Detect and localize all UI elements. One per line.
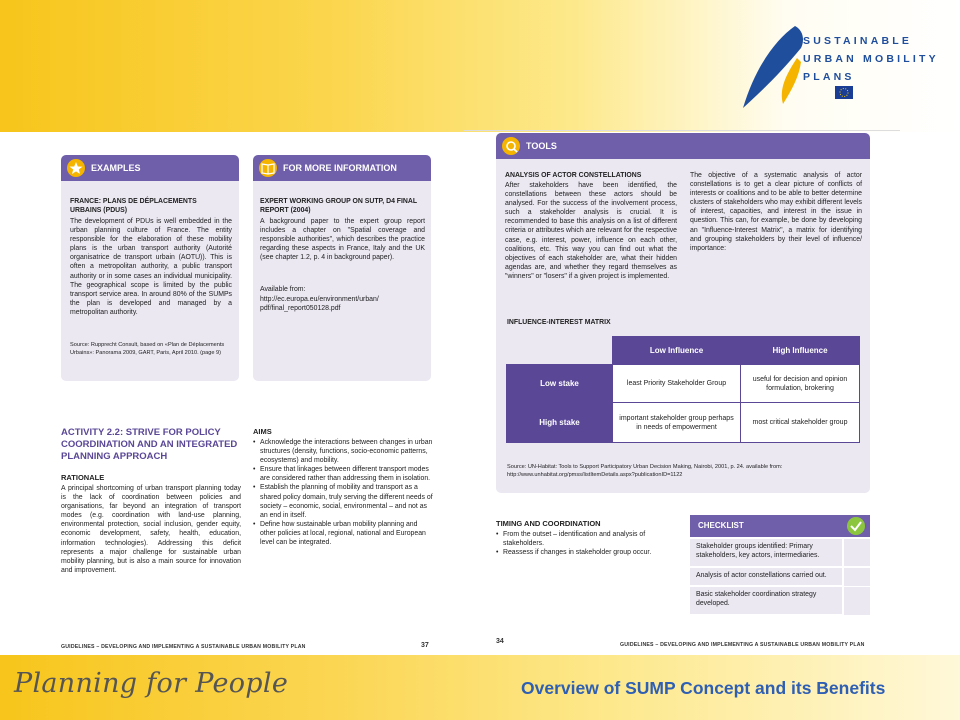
wrench-icon (502, 137, 520, 155)
star-icon (67, 159, 85, 177)
examples-box (61, 155, 239, 381)
matrix-cell: important stakeholder group perhaps in needs of empowerment (613, 403, 741, 443)
tools-box (496, 133, 870, 493)
eu-flag-icon (835, 86, 853, 99)
examples-header: EXAMPLES (61, 155, 239, 181)
left-footer: GUIDELINES – DEVELOPING AND IMPLEMENTING A SUSTAINABLE URBAN MOBILITY PLAN (61, 644, 306, 650)
sump-logo (735, 18, 950, 118)
timing-heading: TIMING AND COORDINATION (496, 519, 601, 528)
logo-line-3: PLANS (803, 71, 855, 83)
book-icon (259, 159, 277, 177)
more-info-header: FOR MORE INFORMATION (253, 155, 431, 181)
matrix-col-header: Low Influence (613, 337, 741, 365)
info-heading: EXPERT WORKING GROUP ON SUTP, D4 FINAL REPORT (2004) (260, 198, 417, 215)
examples-heading: FRANCE: PLANS DE DÉPLACEMENTS URBAINS (PDUS) (70, 198, 197, 215)
checklist-item: Basic stakeholder coordination strategy developed. (690, 587, 842, 615)
logo-line-2: URBAN MOBILITY (803, 53, 939, 65)
timing-item: • From the outset – identification and analysis of stakeholders. (496, 530, 678, 548)
matrix-row-header: High stake (507, 403, 613, 443)
matrix-cell: most critical stakeholder group (741, 403, 860, 443)
aims-list (253, 438, 433, 547)
tools-heading: ANALYSIS OF ACTOR CONSTELLATIONS (505, 172, 642, 179)
left-page-number: 37 (421, 642, 429, 649)
rationale-heading: RATIONALE (61, 473, 105, 482)
info-url[interactable]: http://ec.europa.eu/environment/urban/pdf/final_report050128.pdf (260, 296, 379, 313)
logo-line-1: SUSTAINABLE (803, 35, 913, 47)
info-available: Available from: (260, 286, 306, 293)
checklist-item: Analysis of actor constellations carried out. (690, 568, 842, 586)
rationale-body: A principal shortcoming of urban transport planning today is the lack of coordination between policies and organisations, far beyond an integration of transport modes (e.g. coordination with land-use planning, environmental protection, social inclusion, gender equity, economic development, safety, health, education, information technologies). Addressing this deficit represents a major challenge for sustainable urban mobility planning, but is also a main source for innovation and improvement. (61, 485, 241, 574)
matrix-corner (507, 337, 613, 365)
checkbox[interactable] (843, 539, 870, 566)
checklist-header: CHECKLIST (690, 515, 870, 537)
aims-heading: AIMS (253, 427, 272, 436)
examples-body: The development of PDUs is well embedded in the urban planning culture of France. The entity responsible for the elaboration of these mobility plans is the urban transport authority (Autorité organisatrice de transport urbain (AOTU)). This is often a metropolitan authority, a public transport authority or in some cases an individual municipality. The geographical scope is limited by the public transport service area. In around 80% of the SUMPs the plan is developed and managed by a metropolitan authority. (70, 218, 232, 316)
activity-title: ACTIVITY 2.2: STRIVE FOR POLICY COORDINATION AND AN INTEGRATED PLANNING APPROACH (61, 427, 238, 462)
aims-item: • Establish the planning of mobility and transport as a shared policy domain, truly serving the different needs of society – economic, social, environmental – and not as an end in itself. (253, 483, 433, 519)
right-footer: GUIDELINES – DEVELOPING AND IMPLEMENTING A SUSTAINABLE URBAN MOBILITY PLAN (620, 642, 865, 648)
slide-title: Overview of SUMP Concept and its Benefits (521, 678, 886, 698)
aims-item: • Define how sustainable urban mobility planning and other policies at local, regional, national and European level can be integrated. (253, 520, 433, 547)
examples-source: Source: Rupprecht Consult, based on «Plan de Déplacements Urbains»: Panorama 2009, GART, Paris, April 2010. (page 9) (70, 342, 225, 356)
matrix-source: Source: UN-Habitat: Tools to Support Participatory Urban Decision Making, Nairobi, 2001, p. 24. available from: http://www.unhabitat.org/pmss/listItemDetails.aspx?publicationID=1122 (507, 464, 783, 478)
matrix-cell: useful for decision and opinion formulation, brokering (741, 365, 860, 403)
right-page-number: 34 (496, 638, 504, 645)
matrix-cell: least Priority Stakeholder Group (613, 365, 741, 403)
slogan: Planning for People (14, 668, 289, 699)
matrix-row-header: Low stake (507, 365, 613, 403)
matrix-title: INFLUENCE-INTEREST MATRIX (507, 319, 611, 326)
checkbox[interactable] (843, 587, 870, 615)
aims-item: • Acknowledge the interactions between changes in urban structures (density, functions, socio-economic patterns, ecosystems) and mobility. (253, 438, 433, 465)
matrix-col-header: High Influence (741, 337, 860, 365)
more-info-box (253, 155, 431, 381)
tools-col1: After stakeholders have been identified, the constellations between these actors should be analysed. For the success of the involvement process, such a stakeholder analysis is crucial. It is recommended to base this analysis on a list of different criteria or attributes which are relevant for the respective case, e.g. interest, power, influence on each other, coalitions, etc. This way you can find out what the objectives of each stakeholder are, what their hidden agendas are, and whether they regard themselves as "winners" or "losers" if a given project is implemented. (505, 182, 677, 280)
timing-item: • Reassess if changes in stakeholder group occur. (496, 548, 678, 557)
logo-wordmark (803, 32, 939, 86)
info-body: A background paper to the expert group report includes a chapter on "Spatial coverage and responsible authorities", which describes the practice regarding these aspects in France, Italy and the UK (see chapter 1.2, p. 4 in background paper). (260, 218, 425, 262)
checkmark-icon (847, 517, 865, 535)
checklist-box (690, 515, 870, 615)
influence-matrix (506, 336, 860, 443)
timing-list (496, 530, 678, 557)
checklist-item: Stakeholder groups identified: Primary stakeholders, key actors, intermediaries. (690, 539, 842, 567)
tools-col2: The objective of a systematic analysis of actor constellations is to get a clear picture of conflicts of interests or coalitions and to be able to better determine clusters of stakeholders who may exhibit different levels of interest, capacities, and interest in the issue in question. This can, for example, be done by developing an "Influence-Interest Matrix", a matrix for identifying and grouping stakeholders by their level of influence/ importance: (690, 172, 862, 252)
page-divider (463, 130, 900, 131)
tools-header: TOOLS (496, 133, 870, 159)
aims-item: • Ensure that linkages between different transport modes are considered rather than addressing them in isolation. (253, 465, 433, 483)
checkbox[interactable] (843, 568, 870, 586)
